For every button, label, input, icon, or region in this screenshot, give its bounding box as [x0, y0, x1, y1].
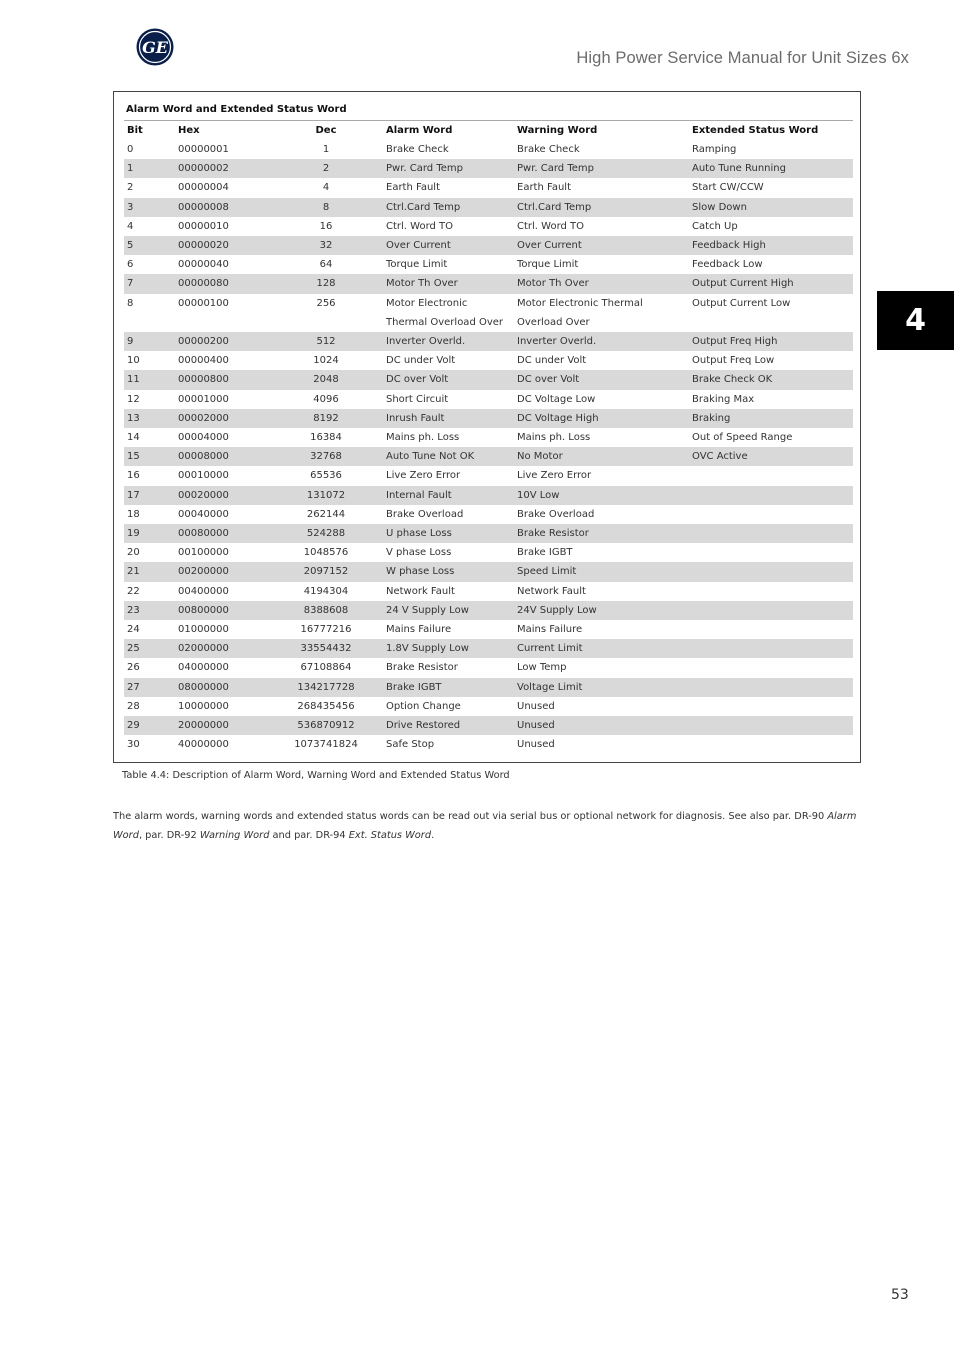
cell-dec: 65536 — [310, 470, 342, 482]
cell-warning-word: No Motor — [514, 447, 689, 466]
cell-dec: 8192 — [269, 409, 383, 428]
cell-dec: 128 — [269, 274, 383, 293]
cell-ext-status-word — [689, 582, 853, 601]
cell-warning-word: Voltage Limit — [514, 678, 689, 697]
cell-bit: 1 — [124, 159, 175, 178]
cell-bit: 8 — [127, 297, 134, 309]
cell-ext-status-word: Feedback Low — [692, 259, 763, 271]
cell-ext-status-word — [689, 716, 853, 735]
cell-warning-word: Unused — [517, 700, 555, 712]
alarm-word-table — [124, 120, 853, 755]
column-header-bit: Bit — [124, 121, 175, 141]
cell-dec: 512 — [269, 332, 383, 351]
logo-monogram: GE — [142, 38, 168, 57]
cell-warning-word: Brake Check — [517, 144, 580, 155]
cell-warning-word: Ctrl.Card Temp — [514, 198, 689, 217]
cell-dec: 1048576 — [303, 547, 349, 559]
cell-dec: 1024 — [313, 355, 339, 367]
cell-alarm-word: Short Circuit — [386, 393, 449, 405]
cell-warning-word: Live Zero Error — [517, 470, 592, 482]
cell-ext-status-word: Output Freq High — [689, 332, 853, 351]
cell-warning-word: Motor Electronic Thermal Overload Over — [517, 297, 643, 328]
ge-logo — [136, 28, 174, 66]
cell-dec: 8 — [269, 198, 383, 217]
description-paragraph — [113, 807, 873, 845]
cell-ext-status-word: Output Current High — [689, 274, 853, 293]
table-row — [124, 639, 853, 658]
cell-ext-status-word — [689, 601, 853, 620]
table-row — [124, 697, 853, 716]
cell-dec: 2048 — [269, 370, 383, 389]
column-header-alarm-word: Alarm Word — [383, 121, 514, 141]
cell-dec: 262144 — [306, 508, 346, 520]
cell-hex: 00000001 — [178, 144, 229, 155]
cell-bit: 14 — [127, 432, 140, 444]
cell-bit: 12 — [127, 393, 140, 405]
cell-bit: 29 — [124, 716, 175, 735]
cell-alarm-word: Over Current — [383, 236, 514, 255]
table-title: Alarm Word and Extended Status Word — [126, 104, 347, 115]
cell-dec: 16777216 — [300, 624, 352, 636]
cell-hex: 00100000 — [178, 547, 229, 559]
cell-alarm-word: DC over Volt — [383, 370, 514, 389]
cell-hex: 00080000 — [175, 524, 269, 543]
cell-dec: 1073741824 — [294, 739, 358, 751]
table-row — [124, 620, 853, 639]
chapter-tab: 4 — [877, 291, 954, 350]
cell-hex: 00000010 — [178, 220, 229, 232]
cell-ext-status-word: OVC Active — [689, 447, 853, 466]
cell-alarm-word: W phase Loss — [383, 562, 514, 581]
cell-dec: 2 — [269, 159, 383, 178]
cell-hex: 00008000 — [175, 447, 269, 466]
cell-bit: 7 — [124, 274, 175, 293]
page-header-title: High Power Service Manual for Unit Sizes 6x — [576, 49, 909, 67]
cell-bit: 24 — [127, 624, 140, 636]
table-row — [124, 582, 853, 601]
table-header-row — [124, 121, 853, 141]
cell-bit: 17 — [124, 486, 175, 505]
paragraph-text: and par. DR-94 — [269, 830, 349, 841]
cell-warning-word: Inverter Overld. — [514, 332, 689, 351]
cell-dec: 256 — [316, 297, 336, 309]
cell-hex: 08000000 — [175, 678, 269, 697]
cell-ext-status-word: Braking Max — [692, 393, 755, 405]
cell-dec: 67108864 — [300, 662, 352, 674]
cell-hex: 10000000 — [178, 700, 229, 712]
column-header-dec: Dec — [269, 121, 383, 141]
cell-ext-status-word: Auto Tune Running — [689, 159, 853, 178]
cell-dec: 134217728 — [269, 678, 383, 697]
param-ref-ext-status-word: Ext. Status Word — [348, 830, 432, 841]
cell-ext-status-word — [689, 486, 853, 505]
table-row — [124, 601, 853, 620]
cell-ext-status-word — [689, 524, 853, 543]
table-row — [124, 562, 853, 581]
cell-warning-word: Ctrl. Word TO — [517, 220, 585, 232]
cell-alarm-word: Live Zero Error — [386, 470, 461, 482]
cell-warning-word: Unused — [517, 739, 555, 751]
page-number: 53 — [891, 1287, 909, 1303]
column-header-ext-status-word: Extended Status Word — [689, 121, 853, 141]
table-row — [124, 198, 853, 217]
cell-bit: 6 — [127, 259, 134, 271]
cell-alarm-word: U phase Loss — [383, 524, 514, 543]
cell-hex: 00000100 — [178, 297, 229, 309]
cell-alarm-word: Pwr. Card Temp — [383, 159, 514, 178]
cell-ext-status-word: Feedback High — [689, 236, 853, 255]
cell-hex: 02000000 — [175, 639, 269, 658]
cell-ext-status-word: Start CW/CCW — [692, 182, 764, 194]
cell-hex: 00000004 — [178, 182, 229, 194]
cell-warning-word: Over Current — [514, 236, 689, 255]
cell-alarm-word: Network Fault — [386, 585, 455, 597]
cell-warning-word: DC over Volt — [514, 370, 689, 389]
cell-dec: 33554432 — [269, 639, 383, 658]
table-caption: Table 4.4: Description of Alarm Word, Warning Word and Extended Status Word — [122, 770, 510, 781]
table-row — [124, 658, 853, 677]
table-row — [124, 543, 853, 562]
cell-alarm-word: Brake Overload — [386, 508, 464, 520]
table-row — [124, 486, 853, 505]
table-row — [124, 332, 853, 351]
table-row — [124, 524, 853, 543]
cell-ext-status-word: Slow Down — [689, 198, 853, 217]
table-row — [124, 294, 853, 332]
table-row — [124, 678, 853, 697]
cell-alarm-word: 1.8V Supply Low — [383, 639, 514, 658]
cell-dec: 536870912 — [269, 716, 383, 735]
cell-warning-word: Current Limit — [514, 639, 689, 658]
cell-warning-word: Low Temp — [517, 662, 567, 674]
cell-ext-status-word — [689, 620, 853, 639]
cell-dec: 16384 — [310, 432, 342, 444]
cell-ext-status-word: Catch Up — [692, 220, 738, 232]
cell-ext-status-word — [689, 678, 853, 697]
cell-alarm-word: Inverter Overld. — [383, 332, 514, 351]
cell-alarm-word: Drive Restored — [383, 716, 514, 735]
cell-warning-word: Mains ph. Loss — [517, 432, 591, 444]
cell-alarm-word: Mains ph. Loss — [386, 432, 460, 444]
cell-alarm-word: Inrush Fault — [383, 409, 514, 428]
cell-warning-word: Speed Limit — [514, 562, 689, 581]
cell-ext-status-word: Braking — [689, 409, 853, 428]
cell-warning-word: DC under Volt — [517, 355, 587, 367]
cell-hex: 00040000 — [178, 508, 229, 520]
cell-warning-word: Brake Overload — [517, 508, 595, 520]
cell-dec: 32 — [269, 236, 383, 255]
cell-hex: 00000002 — [175, 159, 269, 178]
param-ref-alarm-word: Alarm Word — [113, 811, 857, 841]
cell-ext-status-word — [689, 735, 853, 754]
cell-ext-status-word: Out of Speed Range — [692, 432, 793, 444]
cell-bit: 19 — [124, 524, 175, 543]
cell-hex: 00000400 — [178, 355, 229, 367]
cell-bit: 9 — [124, 332, 175, 351]
cell-warning-word: Brake Resistor — [514, 524, 689, 543]
table-row — [124, 505, 853, 524]
cell-hex: 00000800 — [175, 370, 269, 389]
cell-alarm-word: Auto Tune Not OK — [383, 447, 514, 466]
cell-dec: 131072 — [269, 486, 383, 505]
cell-dec: 64 — [319, 259, 333, 271]
cell-bit: 11 — [124, 370, 175, 389]
cell-warning-word: Motor Th Over — [514, 274, 689, 293]
cell-alarm-word: Earth Fault — [386, 182, 440, 194]
cell-dec: 2097152 — [269, 562, 383, 581]
cell-dec: 1 — [322, 144, 330, 155]
cell-bit: 3 — [124, 198, 175, 217]
cell-ext-status-word — [689, 466, 853, 485]
alarm-table-frame — [113, 91, 861, 763]
cell-bit: 23 — [124, 601, 175, 620]
cell-alarm-word: 24 V Supply Low — [383, 601, 514, 620]
cell-alarm-word: DC under Volt — [386, 355, 456, 367]
cell-bit: 2 — [127, 182, 134, 194]
table-row — [124, 140, 853, 159]
cell-bit: 0 — [127, 144, 134, 155]
cell-hex: 00000020 — [175, 236, 269, 255]
cell-dec: 268435456 — [297, 700, 355, 712]
cell-alarm-word: Motor Th Over — [383, 274, 514, 293]
cell-alarm-word: Motor Electronic Thermal Overload Over — [386, 297, 504, 328]
cell-ext-status-word — [689, 505, 853, 524]
cell-dec: 32768 — [269, 447, 383, 466]
cell-alarm-word: Brake IGBT — [383, 678, 514, 697]
column-header-warning-word: Warning Word — [514, 121, 689, 141]
cell-warning-word: Network Fault — [517, 585, 586, 597]
cell-alarm-word: Internal Fault — [383, 486, 514, 505]
cell-warning-word: 24V Supply Low — [514, 601, 689, 620]
table-row — [124, 716, 853, 735]
table-row — [124, 217, 853, 236]
cell-bit: 10 — [127, 355, 140, 367]
cell-warning-word: Brake IGBT — [517, 547, 573, 559]
cell-bit: 15 — [124, 447, 175, 466]
table-row — [124, 447, 853, 466]
cell-bit: 5 — [124, 236, 175, 255]
cell-hex: 00020000 — [175, 486, 269, 505]
cell-dec: 524288 — [269, 524, 383, 543]
cell-bit: 30 — [127, 739, 140, 751]
cell-ext-status-word — [689, 543, 853, 562]
paragraph-text: The alarm words, warning words and extended status words can be read out via serial bus or optional network for diagnosis. See also par. DR-90 — [113, 811, 828, 822]
column-header-hex: Hex — [175, 121, 269, 141]
cell-ext-status-word — [689, 562, 853, 581]
cell-warning-word: DC Voltage High — [514, 409, 689, 428]
cell-bit: 27 — [124, 678, 175, 697]
cell-hex: 00004000 — [178, 432, 229, 444]
cell-hex: 00000200 — [175, 332, 269, 351]
cell-hex: 01000000 — [178, 624, 229, 636]
cell-bit: 18 — [127, 508, 140, 520]
cell-bit: 21 — [124, 562, 175, 581]
cell-ext-status-word: Output Current Low — [692, 297, 791, 309]
cell-hex: 00200000 — [175, 562, 269, 581]
table-row — [124, 236, 853, 255]
cell-ext-status-word: Output Freq Low — [692, 355, 775, 367]
cell-hex: 00400000 — [178, 585, 229, 597]
cell-bit: 22 — [127, 585, 140, 597]
table-row — [124, 159, 853, 178]
table-row — [124, 390, 853, 409]
cell-hex: 00010000 — [178, 470, 229, 482]
cell-warning-word: Earth Fault — [517, 182, 571, 194]
cell-alarm-word: Option Change — [386, 700, 461, 712]
cell-dec: 4096 — [313, 393, 339, 405]
cell-bit: 26 — [127, 662, 140, 674]
cell-dec: 4 — [322, 182, 330, 194]
cell-bit: 28 — [127, 700, 140, 712]
table-row — [124, 178, 853, 197]
cell-bit: 20 — [127, 547, 140, 559]
table-row — [124, 274, 853, 293]
table-row — [124, 255, 853, 274]
cell-ext-status-word — [689, 697, 853, 716]
cell-alarm-word: Ctrl.Card Temp — [383, 198, 514, 217]
cell-alarm-word: Brake Resistor — [386, 662, 458, 674]
cell-hex: 40000000 — [178, 739, 229, 751]
cell-hex: 00800000 — [175, 601, 269, 620]
cell-alarm-word: V phase Loss — [386, 547, 452, 559]
cell-hex: 00000040 — [178, 259, 229, 271]
cell-bit: 25 — [124, 639, 175, 658]
cell-hex: 00000080 — [175, 274, 269, 293]
table-row — [124, 351, 853, 370]
cell-dec: 4194304 — [303, 585, 349, 597]
paragraph-text: , par. DR-92 — [138, 830, 200, 841]
paragraph-text: . — [431, 830, 435, 841]
cell-dec: 8388608 — [269, 601, 383, 620]
cell-ext-status-word: Ramping — [692, 144, 737, 155]
table-row — [124, 428, 853, 447]
cell-warning-word: Pwr. Card Temp — [514, 159, 689, 178]
cell-warning-word: Torque Limit — [517, 259, 579, 271]
cell-alarm-word: Mains Failure — [386, 624, 452, 636]
cell-warning-word: 10V Low — [514, 486, 689, 505]
table-row — [124, 466, 853, 485]
cell-bit: 4 — [127, 220, 134, 232]
table-row — [124, 735, 853, 754]
cell-warning-word: DC Voltage Low — [517, 393, 596, 405]
cell-ext-status-word — [689, 639, 853, 658]
cell-hex: 00002000 — [175, 409, 269, 428]
cell-warning-word: Unused — [514, 716, 689, 735]
table-row — [124, 409, 853, 428]
param-ref-warning-word: Warning Word — [199, 830, 270, 841]
cell-ext-status-word: Brake Check OK — [689, 370, 853, 389]
cell-hex: 00000008 — [175, 198, 269, 217]
cell-alarm-word: Ctrl. Word TO — [386, 220, 454, 232]
cell-alarm-word: Safe Stop — [386, 739, 435, 751]
cell-dec: 16 — [319, 220, 333, 232]
table-body — [124, 140, 853, 755]
cell-ext-status-word — [689, 658, 853, 677]
cell-bit: 13 — [124, 409, 175, 428]
cell-bit: 16 — [127, 470, 140, 482]
cell-hex: 04000000 — [178, 662, 229, 674]
cell-hex: 20000000 — [175, 716, 269, 735]
cell-alarm-word: Brake Check — [386, 144, 449, 155]
table-row — [124, 370, 853, 389]
cell-hex: 00001000 — [178, 393, 229, 405]
cell-alarm-word: Torque Limit — [386, 259, 448, 271]
cell-warning-word: Mains Failure — [517, 624, 583, 636]
